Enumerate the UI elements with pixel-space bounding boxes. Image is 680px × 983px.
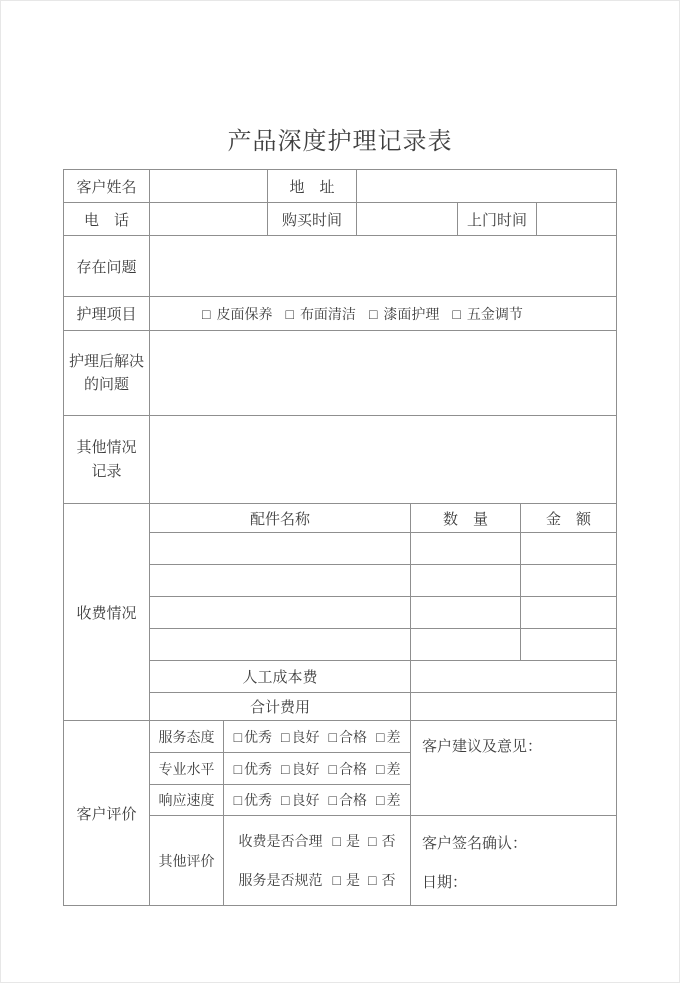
part-amount-cell[interactable] [521,597,616,628]
date-label: 日期： [422,874,468,891]
care-option-fabric[interactable] [285,304,355,324]
parts-table-row [150,597,616,629]
part-qty-cell[interactable] [411,597,521,628]
criterion-label: 专业水平 [150,753,224,784]
evaluation-criteria-table [150,721,411,905]
rating-option-poor[interactable]: □ 差 [375,792,401,808]
solved-problems-row [64,331,616,416]
evaluation-right-column [411,721,616,905]
part-name-header: 配件名称 [150,504,411,532]
checkbox-icon[interactable]: □ [202,305,211,322]
purchase-time-field[interactable] [357,203,458,235]
page-title: 产品深度护理记录表 [227,128,453,155]
checkbox-icon[interactable]: □ [233,792,243,808]
care-items-row [64,297,616,331]
rating-option-good[interactable]: □ 良好 [281,792,320,808]
other-evaluation-questions [224,816,410,905]
checkbox-icon[interactable]: □ [368,871,377,888]
quantity-header: 数 量 [411,504,521,532]
phone-field[interactable] [150,203,268,235]
criterion-label: 响应速度 [150,785,224,815]
part-qty-cell[interactable] [411,629,521,660]
checkbox-icon[interactable]: □ [332,833,341,850]
total-cost-row [150,693,616,720]
total-cost-field[interactable] [411,693,616,720]
other-notes-field[interactable] [150,416,616,503]
parts-table-row [150,565,616,597]
customer-name-field[interactable] [150,170,268,202]
solved-problems-field[interactable] [150,331,616,415]
customer-suggestion-area[interactable] [411,721,616,816]
part-amount-cell[interactable] [521,629,616,660]
part-name-cell[interactable] [150,533,411,564]
solved-problems-label: 护理后解决 的问题 [64,331,150,415]
part-name-cell[interactable] [150,629,411,660]
rating-option-good[interactable]: □ 良好 [281,760,320,777]
customer-row [64,170,616,203]
rating-options [224,721,410,752]
checkbox-icon[interactable]: □ [328,728,337,745]
checkbox-icon[interactable]: □ [332,871,341,888]
signature-area[interactable] [411,816,616,905]
existing-problems-field[interactable] [150,236,616,296]
checkbox-icon[interactable]: □ [452,305,461,322]
rating-option-excellent[interactable]: □ 优秀 [233,760,273,777]
rating-option-excellent[interactable]: □ 优秀 [233,792,273,808]
checkbox-icon[interactable]: □ [233,760,243,777]
checkbox-icon[interactable]: □ [328,760,337,777]
part-amount-cell[interactable] [521,565,616,596]
other-notes-label: 其他情况 记录 [64,416,150,503]
checkbox-icon[interactable]: □ [281,792,290,808]
part-qty-cell[interactable] [411,533,521,564]
fee-reasonable-question: 收费是否合理 □ 是 □ 否 [238,833,396,850]
checkbox-icon[interactable]: □ [375,760,385,777]
criterion-row-response-speed [150,785,410,816]
other-evaluation-label: 其他评价 [150,816,224,905]
charges-section [64,504,616,721]
labor-cost-row [150,661,616,693]
rating-option-pass[interactable]: □ 合格 [328,760,367,777]
care-option-label: 五金调节 [466,305,523,322]
purchase-time-label: 购买时间 [268,203,357,235]
visit-time-field[interactable] [537,203,616,235]
criterion-label: 服务态度 [150,721,224,752]
address-label: 地 址 [268,170,357,202]
care-option-paint[interactable] [369,304,439,324]
rating-option-pass[interactable]: □ 合格 [328,792,367,808]
rating-options [224,753,410,784]
care-items-options [150,297,616,330]
other-notes-row [64,416,616,504]
signature-label: 客户签名确认： [422,835,528,852]
checkbox-icon[interactable]: □ [233,728,243,745]
checkbox-icon[interactable]: □ [368,833,377,850]
other-evaluation-row [150,816,410,905]
labor-cost-label: 人工成本费 [150,661,411,692]
criterion-row-professional-level [150,753,410,785]
labor-cost-field[interactable] [411,661,616,692]
existing-problems-row [64,236,616,297]
rating-options [224,785,410,815]
checkbox-icon[interactable]: □ [328,792,337,808]
address-field[interactable] [357,170,616,202]
parts-table-row [150,533,616,565]
charges-label: 收费情况 [64,504,150,720]
charges-header-row [150,504,616,533]
care-record-form [63,169,617,906]
checkbox-icon[interactable]: □ [285,305,294,322]
checkbox-icon[interactable]: □ [368,305,378,322]
total-cost-label: 合计费用 [150,693,411,720]
rating-option-poor[interactable]: □ 差 [375,760,401,777]
customer-name-label: 客户姓名 [64,170,150,202]
checkbox-icon[interactable]: □ [281,760,290,777]
care-option-label: 布面清洁 [299,305,356,322]
existing-problems-label: 存在问题 [64,236,150,296]
care-option-label: 漆面护理 [383,305,440,322]
parts-table-row [150,629,616,661]
checkbox-icon[interactable]: □ [375,792,385,808]
checkbox-icon[interactable]: □ [375,728,385,745]
part-qty-cell[interactable] [411,565,521,596]
part-name-cell[interactable] [150,597,411,628]
rating-option-pass[interactable]: □ 合格 [328,728,367,745]
care-option-leather[interactable] [202,304,272,324]
evaluation-label: 客户评价 [64,721,150,905]
care-option-hardware[interactable] [452,304,522,324]
part-amount-cell[interactable] [521,533,616,564]
evaluation-section [64,721,616,905]
care-option-label: 皮面保养 [216,305,273,322]
rating-option-poor[interactable]: □ 差 [375,728,401,745]
amount-header: 金 额 [545,510,591,528]
checkbox-icon[interactable]: □ [281,728,290,745]
criterion-row-service-attitude [150,721,410,753]
phone-label: 电 话 [64,203,150,235]
rating-option-excellent[interactable]: □ 优秀 [233,728,273,745]
visit-time-label: 上门时间 [458,203,537,235]
service-standard-question: 服务是否规范 □ 是 □ 否 [238,871,396,888]
charges-table [150,504,616,720]
customer-suggestion-label: 客户建议及意见： [422,738,543,755]
rating-option-good[interactable]: □ 良好 [281,728,320,745]
part-name-cell[interactable] [150,565,411,596]
phone-row [64,203,616,236]
care-items-label: 护理项目 [64,297,150,330]
